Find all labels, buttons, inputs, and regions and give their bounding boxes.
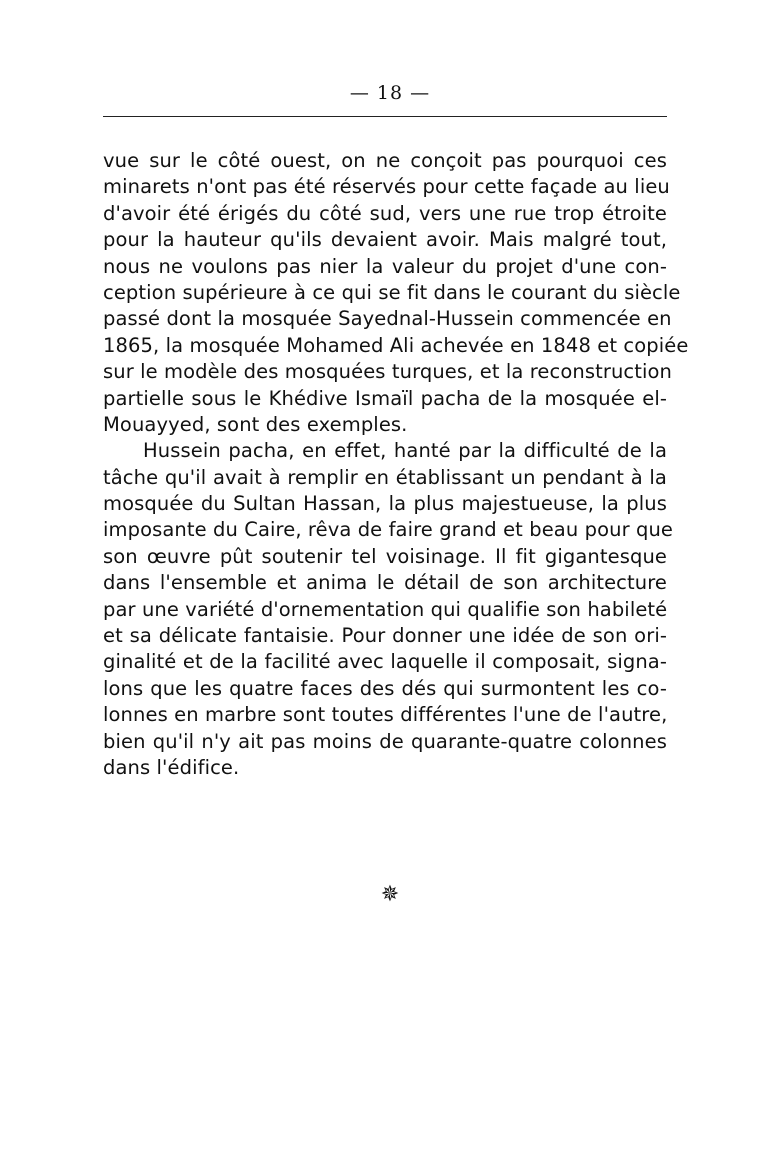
text-line: Mouayyed, sont des exemples.: [103, 412, 408, 436]
text-line: vue sur le côté ouest, on ne conçoit pas pourquoi ces: [103, 149, 667, 172]
text-line: mosquée du Sultan Hassan, la plus majestueuse, la plus: [103, 492, 667, 516]
header-rule: [103, 116, 667, 117]
text-line: d'avoir été érigés du côté sud, vers une rue trop étroite: [103, 201, 667, 225]
page-number: — 18 —: [349, 82, 431, 104]
text-line: bien qu'il n'y ait pas moins de quarante-quatre colonnes: [103, 729, 667, 753]
text-line: 1865, la mosquée Mohamed Ali achevée en 1848 et copiée: [103, 333, 689, 357]
paragraph-1: [103, 148, 689, 438]
text-line: et sa délicate fantaisie. Pour donner une idée de son ori-: [103, 624, 667, 648]
text-line: passé dont la mosquée Sayednal-Hussein commencée en: [103, 307, 672, 331]
text-line: ginalité et de la facilité avec laquelle il composait, signa-: [103, 650, 667, 674]
text-line: tâche qu'il avait à remplir en établissant un pendant à la: [103, 465, 667, 489]
text-line: dans l'édifice.: [103, 755, 240, 779]
text-line: dans l'ensemble et anima le détail de son architecture: [103, 571, 667, 595]
text-line: partielle sous le Khédive Ismaïl pacha de la mosquée el-: [103, 386, 667, 410]
text-line: pour la hauteur qu'ils devaient avoir. Mais malgré tout,: [103, 228, 667, 252]
paragraph-2: [103, 438, 674, 781]
text-line: son œuvre pût soutenir tel voisinage. Il fit gigantesque: [103, 544, 667, 568]
text-line: sur le modèle des mosquées turques, et la reconstruction: [103, 360, 672, 384]
text-line: par une variété d'ornementation qui qualifie son habileté: [103, 597, 668, 621]
text-line: Hussein pacha, en effet, hanté par la difficulté de la: [143, 439, 667, 463]
text-line: nous ne voulons pas nier la valeur du projet d'une con-: [103, 254, 667, 278]
text-line: lonnes en marbre sont toutes différentes l'une de l'autre,: [103, 703, 668, 727]
text-line: lons que les quatre faces des dés qui surmontent les co-: [103, 676, 667, 700]
text-line: ception supérieure à ce qui se fit dans le courant du siècle: [103, 280, 681, 304]
body-text: [103, 148, 689, 781]
text-line: imposante du Caire, rêva de faire grand et beau pour que: [103, 518, 674, 542]
text-line: minarets n'ont pas été réservés pour cette façade au lieu: [103, 175, 670, 199]
ornament-star-icon: ✵: [380, 882, 400, 907]
